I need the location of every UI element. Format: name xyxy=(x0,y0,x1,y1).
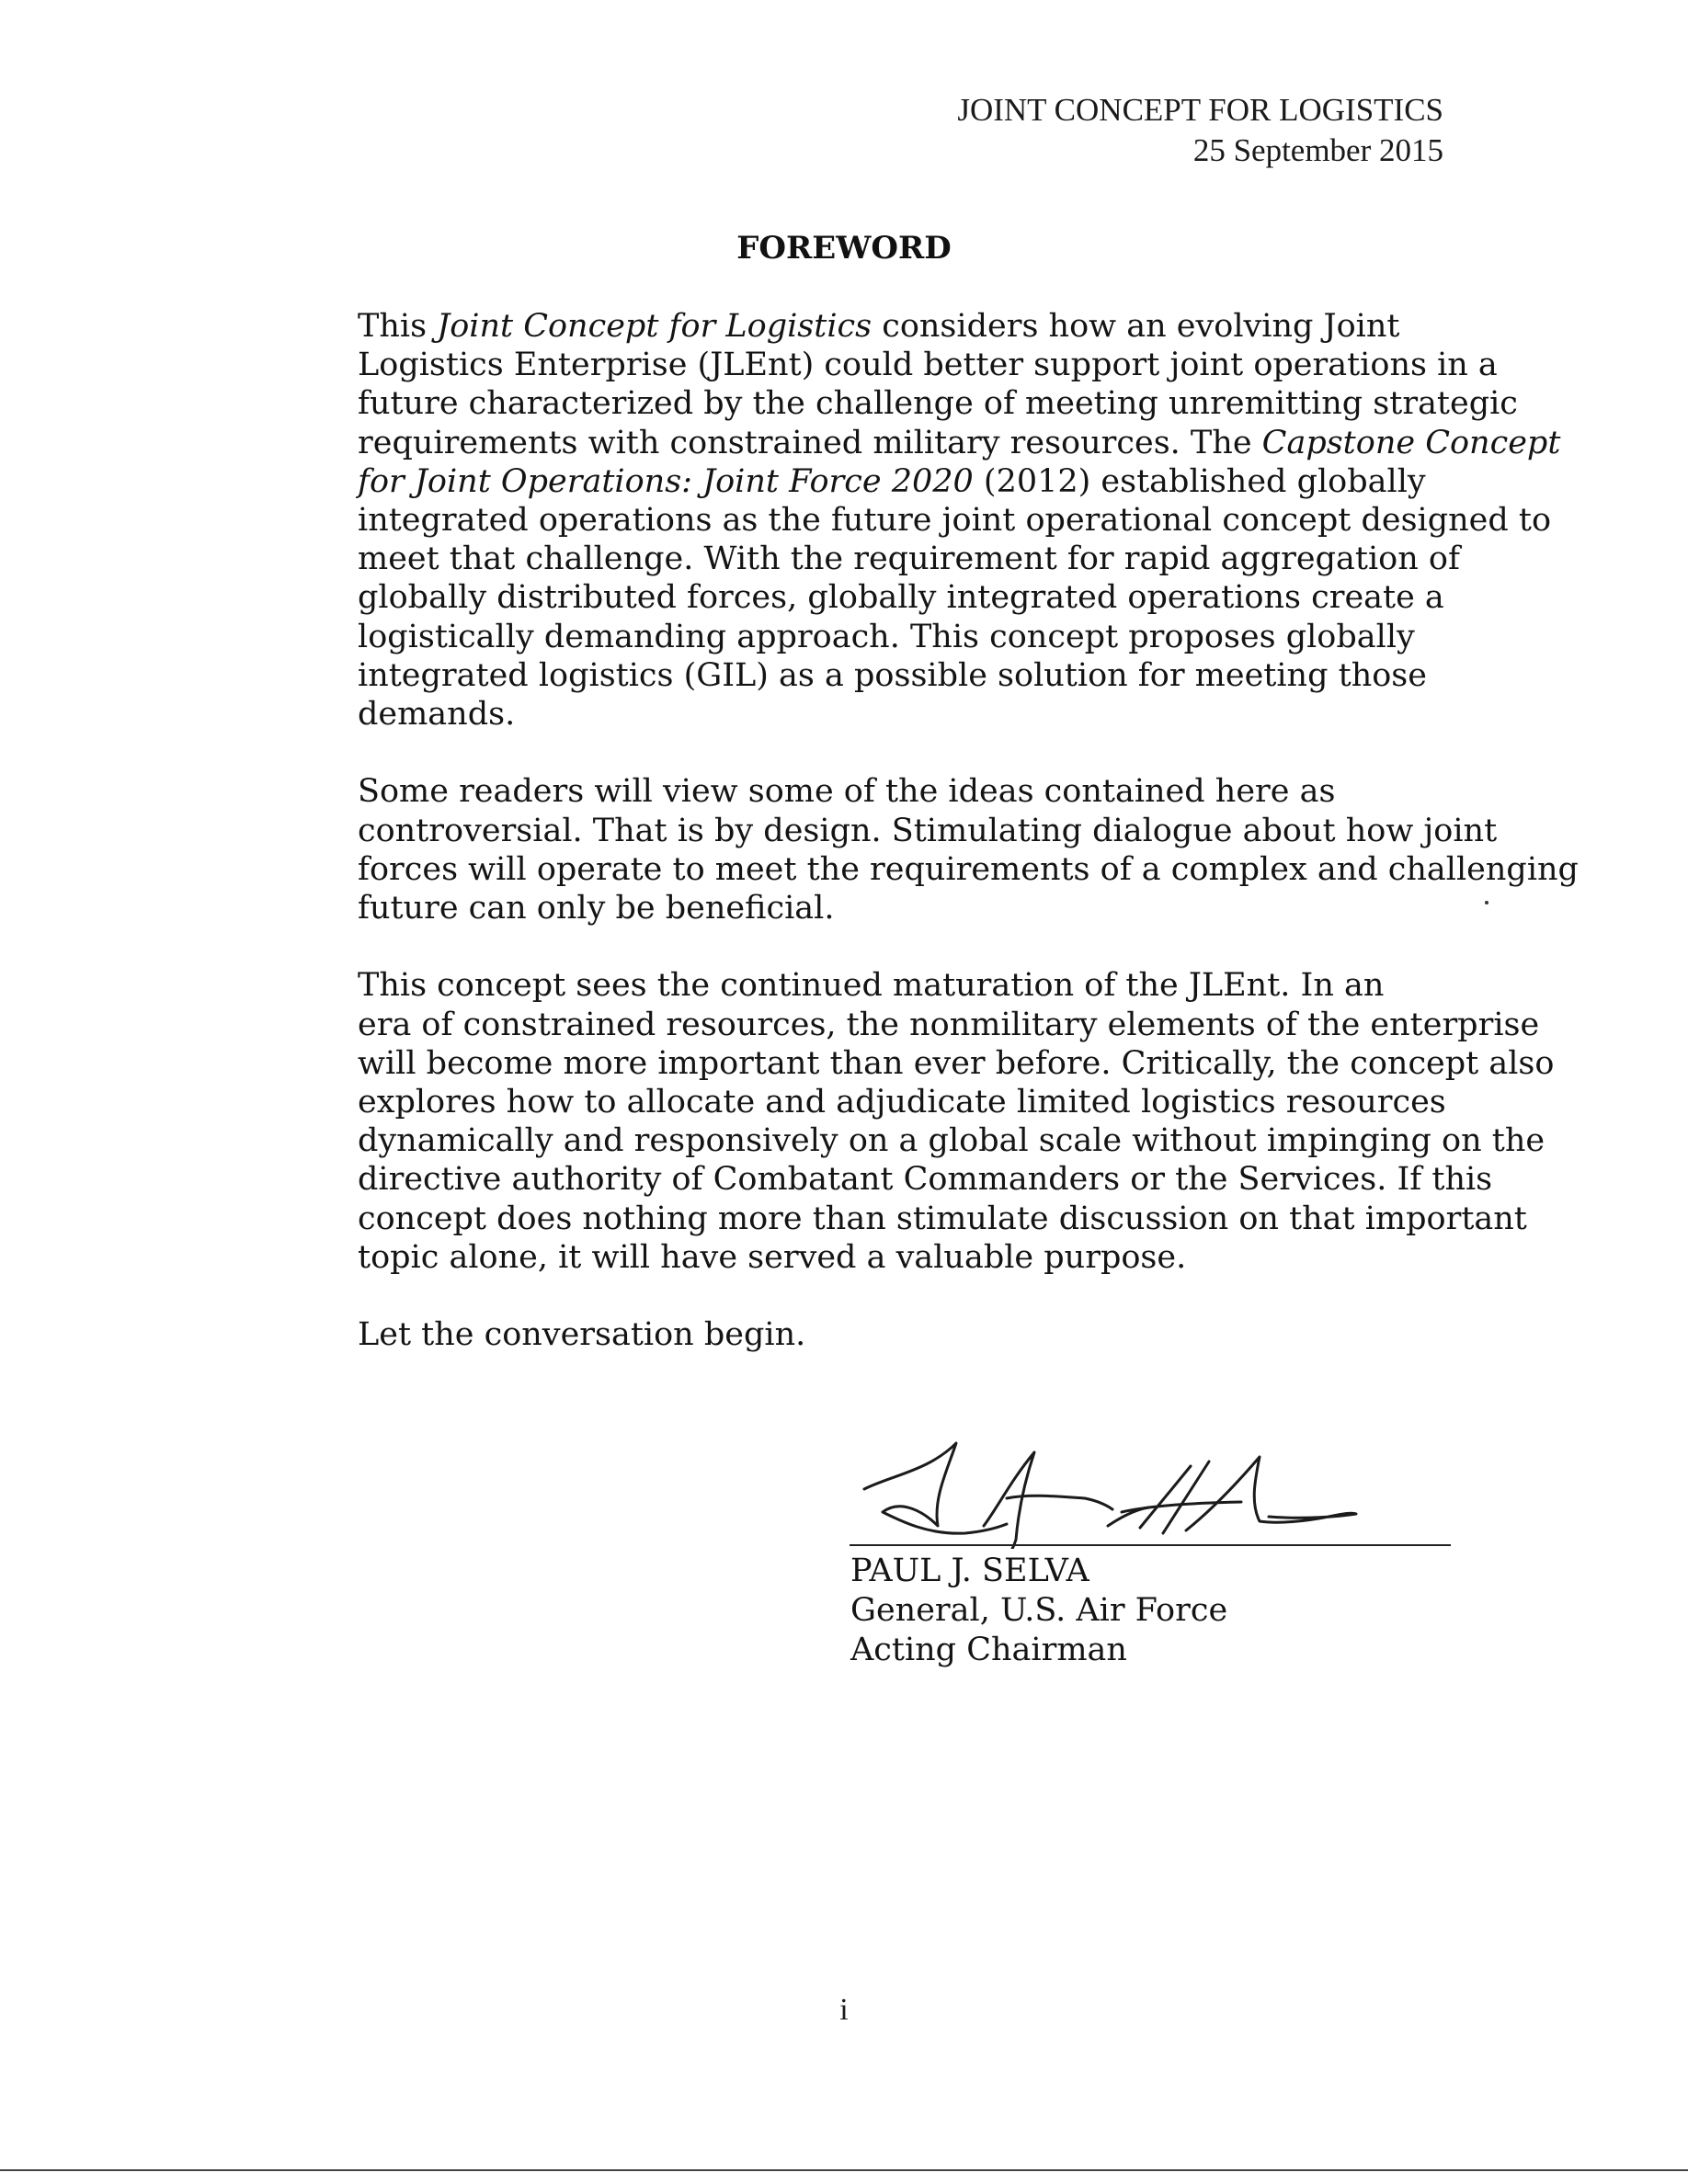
paragraph-line: era of constrained resources, the nonmilitary elements of the enterprise xyxy=(358,1006,1540,1043)
paragraph-line: requirements with constrained military resources. The Capstone Concept xyxy=(358,424,1561,461)
paragraph-line: This concept sees the continued maturation of the JLEnt. In an xyxy=(358,967,1385,1005)
paragraph-line: Logistics Enterprise (JLEnt) could better support joint operations in a xyxy=(358,347,1498,384)
paragraph-line: topic alone, it will have served a valuable purpose. xyxy=(358,1238,1187,1276)
capstone-title-italic-cont: for Joint Operations: Joint Force 2020 xyxy=(358,462,974,500)
paragraph-line: explores how to allocate and adjudicate limited logistics resources xyxy=(358,1084,1446,1121)
paragraph-line: for Joint Operations: Joint Force 2020 (2012) established globally xyxy=(358,462,1426,500)
handwritten-signature xyxy=(846,1425,1453,1549)
document-header xyxy=(957,90,1443,171)
scan-speck xyxy=(1485,901,1488,904)
paragraph-line: globally distributed forces, globally integrated operations create a xyxy=(358,579,1444,617)
signature-block xyxy=(850,1552,1227,1670)
foreword-heading: FOREWORD xyxy=(736,230,952,267)
document-date: 25 September 2015 xyxy=(1192,132,1443,168)
paragraph-line: meet that challenge. With the requirement for rapid aggregation of xyxy=(358,540,1460,578)
paragraph-line: This Joint Concept for Logistics considers how an evolving Joint xyxy=(358,308,1400,345)
paragraph-line: logistically demanding approach. This concept proposes globally xyxy=(358,618,1415,655)
capstone-title-italic: Capstone Concept xyxy=(1261,424,1561,461)
paragraph-line: forces will operate to meet the requirements of a complex and challenging xyxy=(358,850,1579,888)
page-number: i xyxy=(839,1993,849,2027)
paragraph-line: dynamically and responsively on a global scale without impinging on the xyxy=(358,1122,1545,1160)
paragraph-line: future characterized by the challenge of meeting unremitting strategic xyxy=(358,385,1518,423)
scan-bottom-edge xyxy=(0,2169,1688,2171)
concept-title-italic: Joint Concept for Logistics xyxy=(437,308,873,345)
signatory-name: PAUL J. SELVA xyxy=(850,1553,1089,1589)
foreword-body xyxy=(259,307,1579,1354)
paragraph-line: directive authority of Combatant Commanders or the Services. If this xyxy=(358,1161,1493,1199)
document-title: JOINT CONCEPT FOR LOGISTICS xyxy=(957,92,1443,128)
signature-line xyxy=(850,1544,1451,1546)
foreword-paragraph-3 xyxy=(259,966,1555,1277)
paragraph-line: will become more important than ever before. Critically, the concept also xyxy=(358,1044,1555,1082)
signatory-rank: General, U.S. Air Force xyxy=(850,1592,1228,1629)
paragraph-line: controversial. That is by design. Stimulating dialogue about how joint xyxy=(358,812,1498,849)
foreword-closing: Let the conversation begin. xyxy=(358,1316,806,1354)
foreword-paragraph-2 xyxy=(259,772,1579,927)
paragraph-line: Some readers will view some of the ideas contained here as xyxy=(358,773,1336,811)
foreword-paragraph-1 xyxy=(259,307,1561,734)
paragraph-line: integrated logistics (GIL) as a possible solution for meeting those xyxy=(358,656,1427,694)
signatory-title: Acting Chairman xyxy=(850,1632,1127,1668)
paragraph-line: future can only be beneficial. xyxy=(358,890,835,927)
paragraph-line: concept does nothing more than stimulate discussion on that important xyxy=(358,1200,1527,1237)
paragraph-line: integrated operations as the future joint operational concept designed to xyxy=(358,502,1552,540)
paragraph-line: demands. xyxy=(358,696,516,734)
